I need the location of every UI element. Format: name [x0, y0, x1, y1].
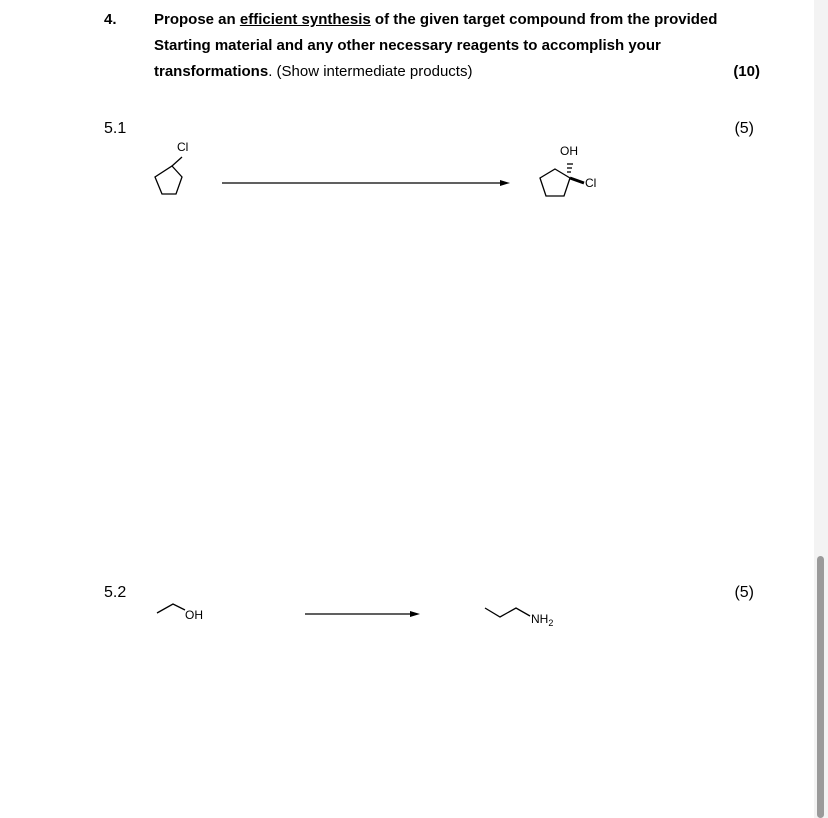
- propylamine-skeleton: [485, 608, 530, 617]
- cyclopentane-ring: [155, 166, 182, 194]
- chlorocyclopentanol-structure: [540, 164, 584, 196]
- question-total-marks: (10): [733, 63, 760, 80]
- part-5-2-label: 5.2: [104, 584, 127, 601]
- product-cyclopentane-ring: [540, 169, 570, 196]
- part-5-2-marks: (5): [734, 584, 754, 601]
- ethanol-structure: [157, 604, 185, 613]
- chlorine-atom-label: Cl: [177, 140, 189, 154]
- question-line-1-pre: Propose an: [154, 11, 240, 28]
- reaction-arrow-5-1: [222, 180, 510, 186]
- question-line-3-rest: . (Show intermediate products): [268, 63, 473, 80]
- wedge-bond-to-cl: [570, 178, 584, 183]
- chlorocyclopentane-structure: [155, 157, 182, 194]
- part-5-1-label: 5.1: [104, 120, 127, 137]
- question-line-1-post: of the given target compound from the provided: [370, 11, 718, 28]
- propylamine-structure: [485, 608, 530, 617]
- question-line-2: Starting material and any other necessary reagents to accomplish your: [154, 37, 661, 54]
- ethanol-oh-label: OH: [185, 608, 203, 622]
- product-chlorine-label: Cl: [585, 176, 597, 190]
- ethanol-skeleton: [157, 604, 185, 613]
- hydroxyl-label: OH: [560, 144, 578, 158]
- question-line-3-bold: transformations: [154, 63, 269, 80]
- reaction-arrow-5-2: [305, 611, 420, 617]
- amine-label: $NH_2$: [531, 612, 554, 628]
- c-cl-bond: [172, 157, 182, 166]
- question-number: 4.: [104, 11, 117, 28]
- question-underlined-phrase: efficient synthesis: [239, 11, 371, 28]
- scrollbar-thumb[interactable]: [817, 556, 824, 818]
- part-5-1-marks: (5): [734, 120, 754, 137]
